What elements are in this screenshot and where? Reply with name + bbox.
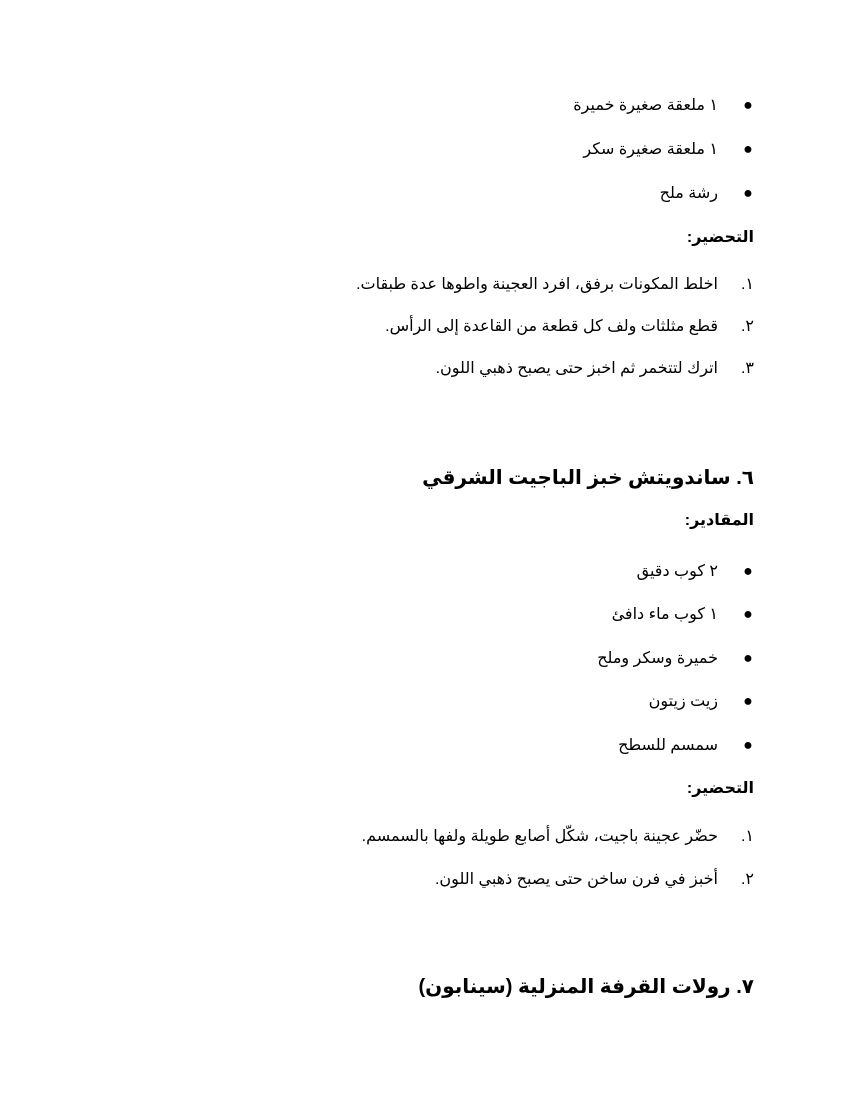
bullet: ● (743, 141, 753, 158)
step-text: حضّر عجينة باجيت، شكّل أصابع طويلة ولفها بالسمسم. (361, 828, 718, 845)
ingredient-item: رشة ملح (659, 185, 718, 202)
ingredient-item: زيت زيتون (648, 693, 718, 710)
bullet: ● (743, 185, 753, 202)
step-number: ٣. (740, 360, 754, 377)
step-text: اخلط المكونات برفق، افرد العجينة واطوها عدة طبقات. (356, 276, 718, 293)
ingredient-item: سمسم للسطح (618, 737, 718, 754)
step-text: اترك لتتخمر ثم اخبز حتى يصبح ذهبي اللون. (435, 360, 718, 377)
step-number: ٢. (740, 318, 754, 335)
bullet: ● (743, 737, 753, 754)
bullet: ● (743, 97, 753, 114)
ingredient-item: خميرة وسكر وملح (597, 650, 718, 667)
ingredient-item: ١ ملعقة صغيرة خميرة (573, 97, 718, 114)
ingredient-item: ٢ كوب دقيق (636, 563, 718, 580)
section-heading: ٦. ساندويتش خبز الباجيت الشرقي (422, 467, 754, 489)
step-number: ٢. (740, 871, 754, 888)
bullet: ● (743, 650, 753, 667)
step-text: قطع مثلثات ولف كل قطعة من القاعدة إلى الرأس. (385, 318, 718, 335)
ingredient-item: ١ كوب ماء دافئ (611, 606, 718, 623)
step-number: ١. (740, 828, 754, 845)
bullet: ● (743, 693, 753, 710)
bullet: ● (743, 563, 753, 580)
ingredient-item: ١ ملعقة صغيرة سكر (583, 141, 718, 158)
step-number: ١. (740, 276, 754, 293)
section-heading: ٧. رولات القرفة المنزلية (سينابون) (418, 976, 754, 998)
prep-label: التحضير: (686, 780, 754, 797)
bullet: ● (743, 606, 753, 623)
prep-label: التحضير: (686, 229, 754, 246)
step-text: أخبز في فرن ساخن حتى يصبح ذهبي اللون. (434, 871, 718, 888)
ingredients-label: المقادير: (684, 512, 754, 529)
